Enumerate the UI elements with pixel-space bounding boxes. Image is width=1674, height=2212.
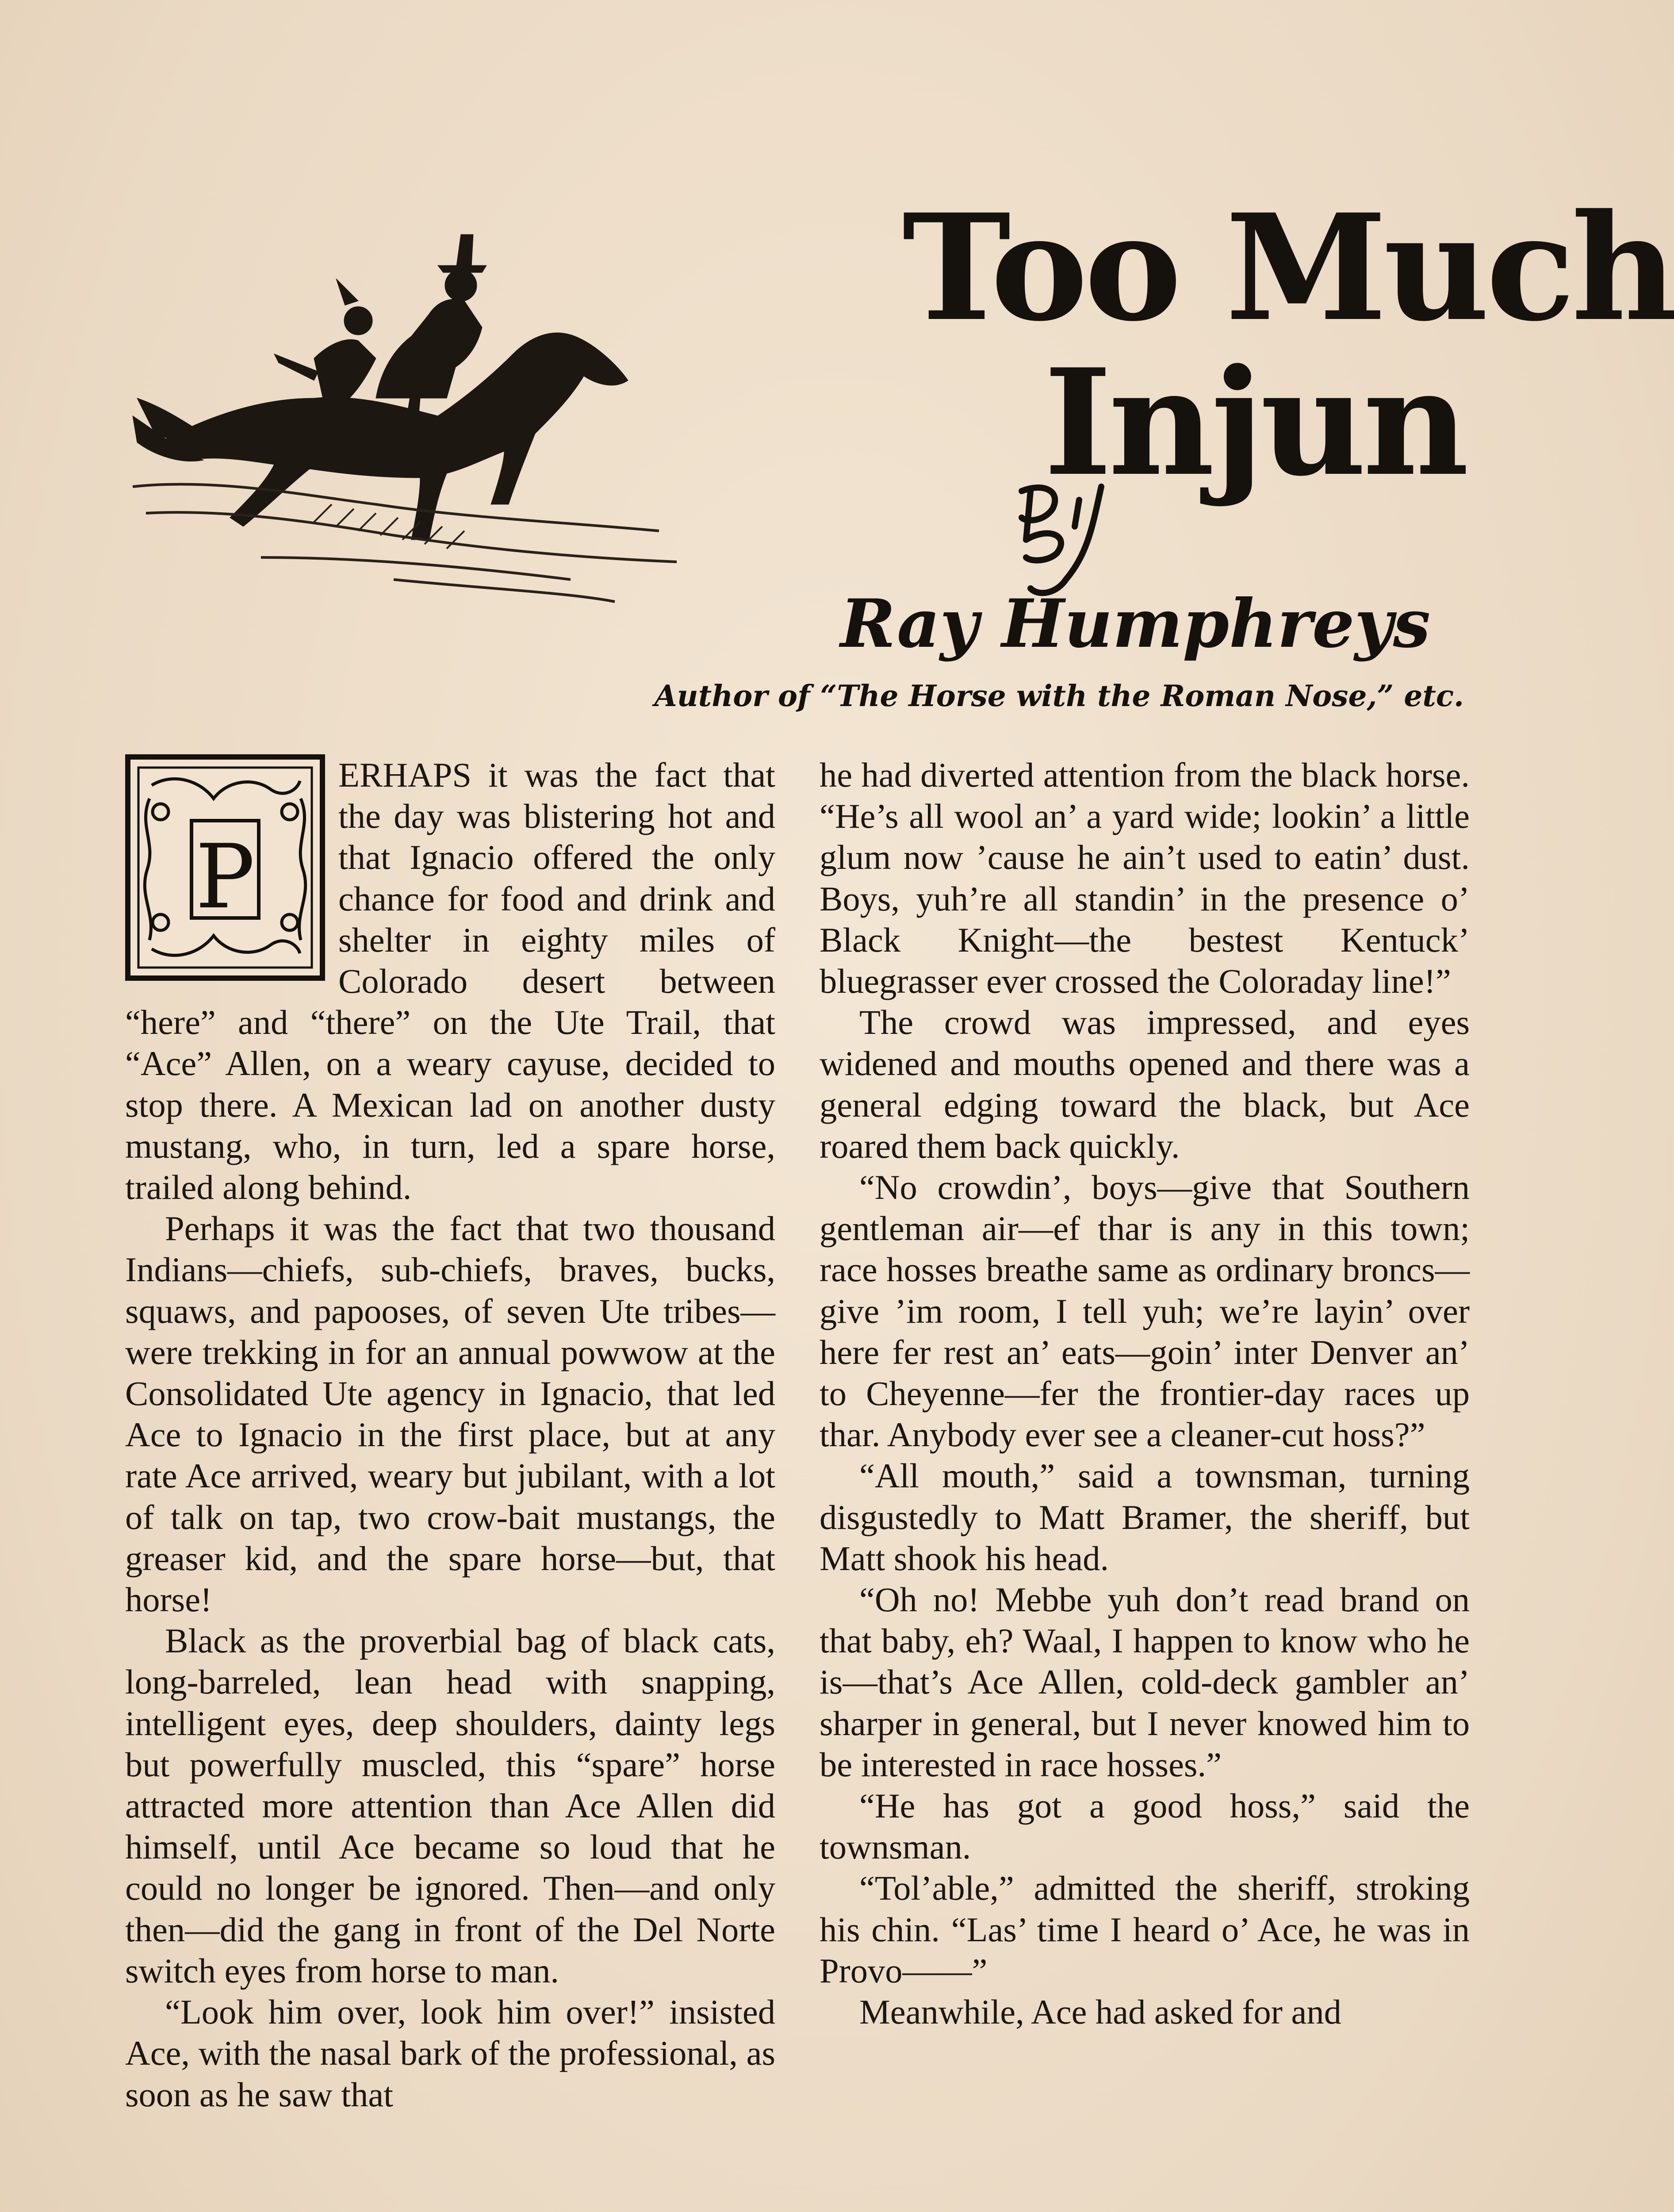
riders-on-horse-illustration — [128, 168, 854, 611]
paragraph: “Oh no! Mebbe yuh don’t read brand on that baby, eh? Waal, I happen to know who he is—that’s Ace Allen, cold-deck gambler an’ sharper in general, but I never knowed him to be interested in race hosses.” — [820, 1580, 1470, 1784]
paragraph: he had diverted attention from the black horse. “He’s all wool an’ a yard wide; lookin’ a little glum now ’cause he ain’t used to eatin’ dust. Boys, yuh’re all standin’ in the presence o’ Black Knight—the bestest Kentuck’ bluegrasser ever crossed the Coloraday line!” — [820, 756, 1470, 1001]
paragraph: Meanwhile, Ace had asked for and — [859, 1993, 1341, 2032]
paragraph: Perhaps it was the fact that two thousand Indians—chiefs, sub-chiefs, braves, bucks, squaws, and papooses, of seven Ute tribes—were trekking in for an annual powwow at the Consolidated Ute agency in Ignacio, that led Ace to Ignacio in the first place, but at any rate Ace arrived, weary but jubilant, with a lot of talk on tap, two crow-bait mustangs, the greaser kid, and the spare horse—but, that horse! — [125, 1209, 775, 1619]
title-line-2: Injun — [1044, 337, 1466, 508]
paragraph: “He has got a good hoss,” said the townsman. — [820, 1786, 1470, 1866]
paragraph: The crowd was impressed, and eyes widened and mouths opened and there was a general edging toward the black, but Ace roared them back quickly. — [820, 1003, 1470, 1165]
paragraph: “All mouth,” said a townsman, turning disgustedly to Matt Bramer, the sheriff, but Matt shook his head. — [820, 1456, 1470, 1578]
author-name: Ray Humphreys — [840, 585, 1431, 663]
left-column — [125, 754, 775, 2115]
paragraph: “Look him over, look him over!” insisted Ace, with the nasal bark of the professional, as soon as he saw that — [125, 1993, 775, 2114]
title-line-1: Too Much — [902, 182, 1674, 353]
paragraph: “No crowdin’, boys—give that Southern gentleman air—ef thar is any in this town; race hosses breathe same as ordinary broncs—give ’im room, I tell yuh; we’re layin’ over here fer rest an’ eats—goin’ inter Denver an’ to Cheyenne—fer the frontier-day races up thar. Anybody ever see a cleaner-cut hoss?” — [820, 1168, 1470, 1454]
author-credit: Author of “The Horse with the Roman Nose,” etc. — [654, 679, 1464, 713]
drop-cap — [125, 754, 325, 981]
paragraph: Black as the proverbial bag of black cats, long-barreled, lean head with snapping, intelligent eyes, deep shoulders, dainty legs but powerfully muscled, this “spare” horse attracted more attention than Ace Allen did himself, until Ace became so loud that he could no longer be ignored. Then—and only then—did the gang in front of the Del Norte switch eyes from horse to man. — [125, 1621, 775, 1990]
drop-cap-letter: P — [195, 826, 255, 929]
paragraph: “Tol’able,” admitted the sheriff, stroking his chin. “Las’ time I heard o’ Ace, he was in Provo——” — [820, 1869, 1470, 1990]
right-column — [820, 754, 1470, 2032]
paragraph: ERHAPS it was the fact that the day was blistering hot and that Ignacio offered the only chance for food and drink and shelter in eighty miles of Colorado desert between “here” and “there” on the Ute Trail, that “Ace” Allen, on a weary cayuse, decided to stop there. A Mexican lad on another dusty mustang, who, in turn, led a spare horse, trailed along behind. — [125, 756, 775, 1207]
